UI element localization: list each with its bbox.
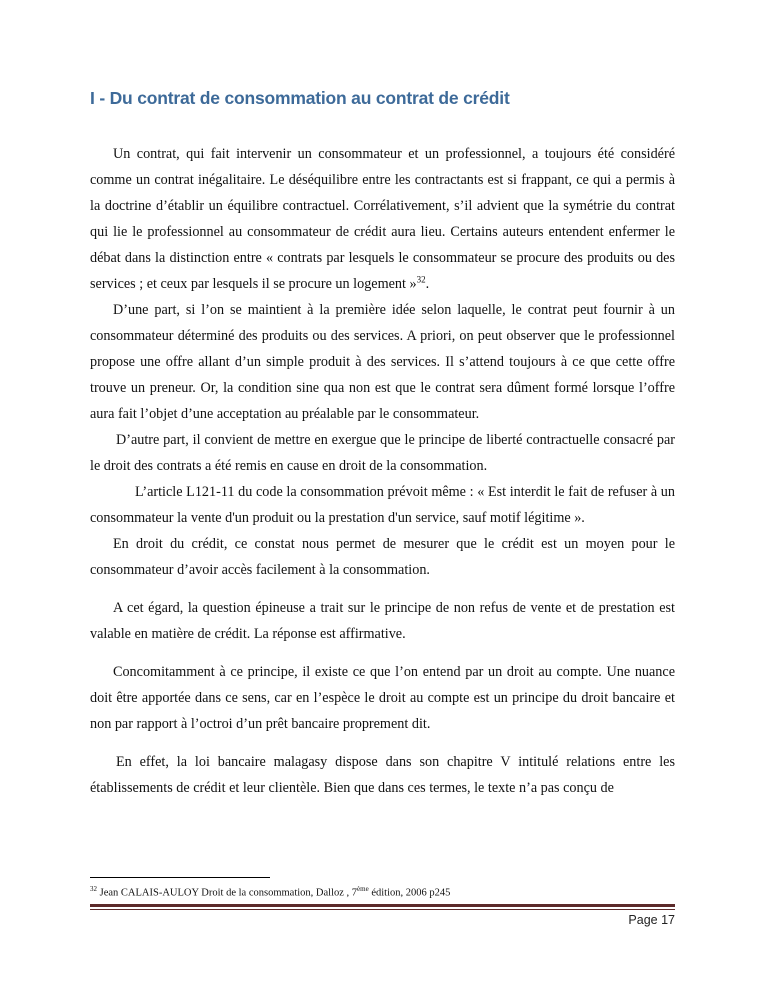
footnote-publisher: Dalloz , 7 xyxy=(315,887,358,899)
section-heading: I - Du contrat de consommation au contrat de crédit xyxy=(90,88,510,108)
footnote-author-title: Jean CALAIS-AULOY Droit de la consommation, xyxy=(99,887,316,899)
footnote-separator xyxy=(90,877,270,878)
footnote xyxy=(90,882,675,901)
footnote-reference-32[interactable]: 32 xyxy=(416,274,426,285)
paragraph-6: A cet égard, la question épineuse a trait sur le principe de non refus de vente et de prestation est valable en matière de crédit. La réponse est affirmative. xyxy=(90,600,675,642)
footnote-edition-suffix: ème xyxy=(357,885,369,893)
footer-rule-thin xyxy=(90,909,675,910)
paragraph-1-text: Un contrat, qui fait intervenir un consommateur et un professionnel, a toujours été considéré comme un contrat inégalitaire. Le déséquilibre entre les contractants est si frappant, ce qui a permis à la doctrine d’établir un équilibre contractuel. Corrélativement, s’il advient que la symétrie du contrat qui lie le professionnel au consommateur de crédit aura lieu. Certains auteurs entendent enfermer le débat dans la distinction entre « contrats par lesquels le consommateur se procure des produits ou des services ; et ceux par lesquels il se procure un logement » xyxy=(90,146,675,292)
paragraph-8: En effet, la loi bancaire malagasy dispose dans son chapitre V intitulé relations entre les établissements de crédit et leur clientèle. Bien que dans ces termes, le texte n’a pas conçu de xyxy=(90,754,675,796)
paragraph-5: En droit du crédit, ce constat nous permet de mesurer que le crédit est un moyen pour le consommateur d’avoir accès facilement à la consommation. xyxy=(90,536,675,578)
paragraph-7: Concomitamment à ce principe, il existe ce que l’on entend par un droit au compte. Une nuance doit être apportée dans ce sens, car en l’espèce le droit au compte est un principe du droit bancaire et non par rapport à l’octroi d’un prêt bancaire proprement dit. xyxy=(90,664,675,732)
paragraph-1-end: . xyxy=(425,276,430,292)
footnote-number: 32 xyxy=(90,885,97,893)
paragraph-4: L’article L121-11 du code la consommation prévoit même : « Est interdit le fait de refuser à un consommateur la vente d'un produit ou la prestation d'un service, sauf motif légitime ». xyxy=(90,484,675,526)
paragraph-1 xyxy=(90,141,675,297)
paragraph-2: D’une part, si l’on se maintient à la première idée selon laquelle, le contrat peut fournir à un consommateur déterminé des produits ou des services. A priori, on peut observer que le professionnel propose une offre allant d’un simple produit à des services. Il s’attend toujours à ce que cette offre trouve un preneur. Or, la condition sine qua non est que le contrat sera dûment formé lorsque l’offre aura fait l’objet d’une acceptation au préalable par le consommateur. xyxy=(90,302,675,422)
body-text xyxy=(90,141,675,801)
page-number: Page 17 xyxy=(628,913,675,927)
footnote-edition: édition, 2006 p245 xyxy=(368,887,451,899)
footer-rule-thick xyxy=(90,904,675,907)
paragraph-3: D’autre part, il convient de mettre en exergue que le principe de liberté contractuelle consacré par le droit des contrats a été remis en cause en droit de la consommation. xyxy=(90,432,675,474)
